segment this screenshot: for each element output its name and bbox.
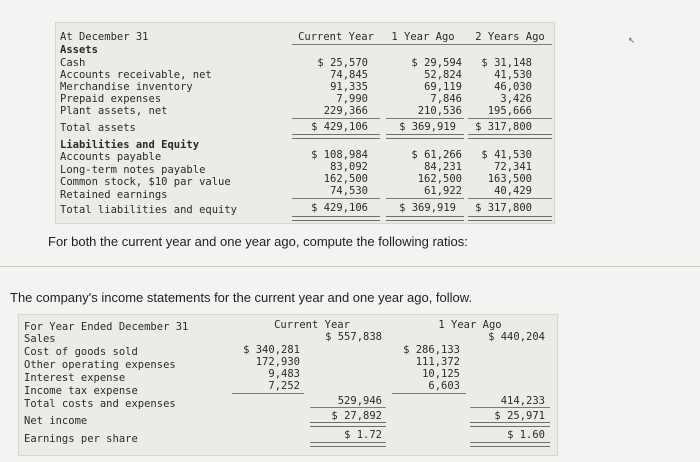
liab-row-label: Common stock, $10 par value [60,176,231,188]
asset-row-2ya: 195,666 [487,105,532,117]
asset-row-1ya: 69,119 [424,81,462,93]
liab-row-label: Accounts payable [60,151,162,163]
net-income-cy: $ 27,892 [331,410,382,422]
expense-cy: 172,930 [255,356,300,368]
asset-row-cy: 91,335 [330,81,368,93]
asset-row-label: Prepaid expenses [60,93,162,105]
total-costs-label: Total costs and expenses [24,398,176,410]
liab-row-cy: 74,530 [330,185,368,197]
liab-row-cy: $ 108,984 [311,149,368,161]
total-liab-equity-label: Total liabilities and equity [60,204,238,216]
expense-label: Interest expense [24,372,126,384]
asset-row-cy: 229,366 [323,105,368,117]
net-income-py: $ 25,971 [494,410,545,422]
ratio-instruction: For both the current year and one year ago, compute the following ratios: [48,234,468,249]
eps-cy: $ 1.72 [344,429,382,441]
expense-cy: 7,252 [268,380,300,392]
eps-label: Earnings per share [24,433,138,445]
liab-row-cy: 83,092 [330,161,368,173]
bs-header-label: At December 31 [60,31,149,43]
sales-label: Sales [24,333,56,345]
liab-row-cy: 162,500 [323,173,368,185]
liab-row-1ya: 162,500 [417,173,462,185]
asset-row-cy: $ 25,570 [317,57,368,69]
asset-row-1ya: $ 29,594 [411,57,462,69]
asset-row-1ya: 52,824 [424,69,462,81]
asset-row-2ya: 3,426 [500,93,532,105]
asset-row-label: Plant assets, net [60,105,168,117]
total-assets-cy: $ 429,106 [311,121,368,133]
eps-py: $ 1.60 [507,429,545,441]
expense-label: Cost of goods sold [24,346,138,358]
is-header-current-year: Current Year [274,319,350,331]
liab-row-label: Long-term notes payable [60,164,206,176]
expense-label: Other operating expenses [24,359,176,371]
is-header-1-year-ago: 1 Year Ago [438,319,502,331]
asset-row-2ya: 41,530 [494,69,532,81]
expense-py: 111,372 [415,356,460,368]
asset-row-cy: 7,990 [336,93,368,105]
liab-row-label: Retained earnings [60,189,168,201]
asset-row-1ya: 210,536 [417,105,462,117]
asset-row-2ya: 46,030 [494,81,532,93]
total-liab-equity-2ya: $ 317,800 [475,202,532,214]
asset-row-label: Accounts receivable, net [60,69,212,81]
total-liab-equity-cy: $ 429,106 [311,202,368,214]
asset-row-cy: 74,845 [330,69,368,81]
liab-row-1ya: $ 61,266 [411,149,462,161]
expense-cy: 9,483 [268,368,300,380]
total-costs-py: 414,233 [500,395,545,407]
expense-cy: $ 340,281 [243,344,300,356]
bs-header-2-years-ago: 2 Years Ago [475,31,545,43]
asset-row-2ya: $ 31,148 [481,57,532,69]
net-income-label: Net income [24,415,88,427]
total-costs-cy: 529,946 [337,395,382,407]
total-assets-label: Total assets [60,122,136,134]
total-liab-equity-1ya: $ 369,919 [399,202,456,214]
liab-row-2ya: 72,341 [494,161,532,173]
cursor-icon: ↖ [628,32,636,46]
expense-py: 6,603 [428,380,460,392]
liab-row-1ya: 61,922 [424,185,462,197]
is-header-label: For Year Ended December 31 [24,321,189,333]
expense-label: Income tax expense [24,385,138,397]
sales-cy: $ 557,838 [325,331,382,343]
assets-heading: Assets [60,44,98,56]
asset-row-1ya: 7,846 [430,93,462,105]
asset-row-label: Merchandise inventory [60,81,193,93]
total-assets-2ya: $ 317,800 [475,121,532,133]
liab-row-1ya: 84,231 [424,161,462,173]
liab-row-2ya: 40,429 [494,185,532,197]
liab-row-2ya: $ 41,530 [481,149,532,161]
bs-header-1-year-ago: 1 Year Ago [391,31,455,43]
income-statement-intro: The company's income statements for the current year and one year ago, follow. [10,290,473,305]
liabilities-equity-heading: Liabilities and Equity [60,139,200,151]
liab-row-2ya: 163,500 [487,173,532,185]
total-assets-1ya: $ 369,919 [399,121,456,133]
bs-header-current-year: Current Year [298,31,374,43]
asset-row-label: Cash [60,57,86,69]
expense-py: 10,125 [422,368,460,380]
expense-py: $ 286,133 [403,344,460,356]
sales-py: $ 440,204 [488,331,545,343]
